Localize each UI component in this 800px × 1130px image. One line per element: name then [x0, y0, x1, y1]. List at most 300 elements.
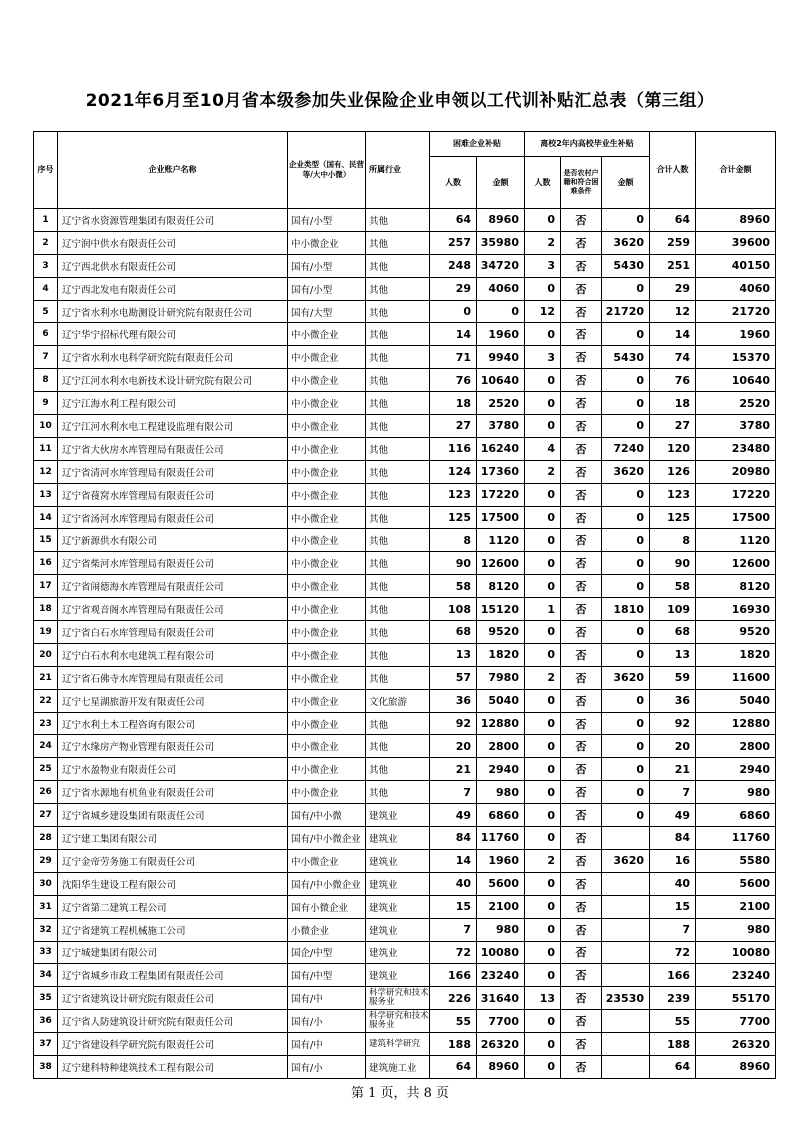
row-enterprise-type: 国有/中	[288, 1033, 366, 1056]
row-grad-amount: 0	[602, 277, 650, 300]
row-industry: 建筑业	[366, 804, 430, 827]
row-grad-people: 0	[525, 758, 561, 781]
row-total-amount: 12880	[696, 712, 776, 735]
table-row	[34, 231, 776, 254]
row-total-amount: 17500	[696, 506, 776, 529]
row-hard-people: 18	[430, 392, 477, 415]
table-row	[34, 483, 776, 506]
table-row	[34, 781, 776, 804]
row-hard-amount: 34720	[477, 254, 525, 277]
row-total-amount: 12600	[696, 552, 776, 575]
row-grad-people: 0	[525, 895, 561, 918]
row-grad-rural: 否	[561, 1055, 602, 1078]
row-grad-rural: 否	[561, 666, 602, 689]
row-hard-amount: 15120	[477, 598, 525, 621]
header-grad-people: 人数	[525, 157, 561, 209]
row-industry: 其他	[366, 506, 430, 529]
row-enterprise-type: 中小微企业	[288, 575, 366, 598]
row-grad-amount: 0	[602, 689, 650, 712]
row-hard-amount: 1820	[477, 643, 525, 666]
row-hard-amount: 1120	[477, 529, 525, 552]
row-grad-amount: 0	[602, 621, 650, 644]
row-total-people: 259	[650, 231, 696, 254]
row-grad-amount	[602, 941, 650, 964]
header-industry: 所属行业	[366, 132, 430, 209]
row-grad-amount	[602, 918, 650, 941]
row-hard-people: 76	[430, 369, 477, 392]
row-grad-rural: 否	[561, 758, 602, 781]
row-industry: 其他	[366, 529, 430, 552]
row-total-people: 27	[650, 415, 696, 438]
row-seq: 22	[34, 689, 58, 712]
row-hard-people: 108	[430, 598, 477, 621]
row-grad-amount: 0	[602, 712, 650, 735]
row-grad-rural: 否	[561, 621, 602, 644]
row-enterprise-type: 国有/中小微	[288, 804, 366, 827]
row-hard-people: 248	[430, 254, 477, 277]
table-row	[34, 552, 776, 575]
row-grad-amount	[602, 1033, 650, 1056]
row-grad-people: 0	[525, 575, 561, 598]
row-company-name: 辽宁建科特种建筑技术工程有限公司	[58, 1055, 288, 1078]
row-seq: 27	[34, 804, 58, 827]
table-row	[34, 346, 776, 369]
row-company-name: 辽宁省观音阁水库管理局有限责任公司	[58, 598, 288, 621]
row-enterprise-type: 中小微企业	[288, 849, 366, 872]
row-grad-amount: 0	[602, 506, 650, 529]
row-grad-rural: 否	[561, 277, 602, 300]
table-row	[34, 392, 776, 415]
row-hard-amount: 11760	[477, 827, 525, 850]
row-grad-people: 0	[525, 689, 561, 712]
row-grad-amount: 0	[602, 552, 650, 575]
row-total-people: 120	[650, 437, 696, 460]
row-grad-rural: 否	[561, 460, 602, 483]
row-enterprise-type: 国有/大型	[288, 300, 366, 323]
row-enterprise-type: 国有/小	[288, 1010, 366, 1033]
row-hard-people: 21	[430, 758, 477, 781]
row-seq: 38	[34, 1055, 58, 1078]
row-seq: 3	[34, 254, 58, 277]
row-grad-amount	[602, 1055, 650, 1078]
row-hard-people: 188	[430, 1033, 477, 1056]
row-company-name: 辽宁省白石水库管理局有限责任公司	[58, 621, 288, 644]
row-hard-people: 226	[430, 987, 477, 1010]
row-company-name: 辽宁江河水利水电新技术设计研究院有限公司	[58, 369, 288, 392]
row-seq: 10	[34, 415, 58, 438]
row-hard-amount: 8960	[477, 1055, 525, 1078]
row-total-people: 239	[650, 987, 696, 1010]
row-industry: 其他	[366, 483, 430, 506]
row-enterprise-type: 中小微企业	[288, 621, 366, 644]
row-grad-people: 0	[525, 735, 561, 758]
row-seq: 12	[34, 460, 58, 483]
table-row	[34, 918, 776, 941]
row-enterprise-type: 中小微企业	[288, 483, 366, 506]
row-total-people: 64	[650, 209, 696, 232]
row-industry: 其他	[366, 666, 430, 689]
row-hard-people: 20	[430, 735, 477, 758]
row-total-people: 188	[650, 1033, 696, 1056]
row-enterprise-type: 中小微企业	[288, 552, 366, 575]
row-total-amount: 2940	[696, 758, 776, 781]
row-company-name: 辽宁城建集团有限公司	[58, 941, 288, 964]
row-industry: 其他	[366, 598, 430, 621]
row-hard-people: 90	[430, 552, 477, 575]
row-seq: 1	[34, 209, 58, 232]
row-hard-people: 166	[430, 964, 477, 987]
row-hard-amount: 2100	[477, 895, 525, 918]
row-total-amount: 8120	[696, 575, 776, 598]
row-seq: 37	[34, 1033, 58, 1056]
row-total-amount: 26320	[696, 1033, 776, 1056]
row-industry: 建筑业	[366, 827, 430, 850]
row-total-amount: 20980	[696, 460, 776, 483]
row-enterprise-type: 中小微企业	[288, 598, 366, 621]
row-company-name: 辽宁省水源地有机鱼业有限责任公司	[58, 781, 288, 804]
row-grad-people: 3	[525, 254, 561, 277]
page-title: 2021年6月至10月省本级参加失业保险企业申领以工代训补贴汇总表（第三组）	[85, 91, 715, 111]
row-grad-amount: 5430	[602, 346, 650, 369]
row-hard-amount: 6860	[477, 804, 525, 827]
header-etype: 企业类型（国有、民营等/大中小微）	[288, 132, 366, 209]
row-hard-amount: 980	[477, 781, 525, 804]
row-hard-amount: 10640	[477, 369, 525, 392]
row-hard-amount: 31640	[477, 987, 525, 1010]
row-grad-amount: 0	[602, 323, 650, 346]
header-grad-group: 离校2年内高校毕业生补贴	[525, 132, 650, 157]
row-seq: 18	[34, 598, 58, 621]
row-hard-people: 55	[430, 1010, 477, 1033]
row-hard-amount: 10080	[477, 941, 525, 964]
row-enterprise-type: 国有/小型	[288, 277, 366, 300]
row-grad-rural: 否	[561, 689, 602, 712]
table-row	[34, 437, 776, 460]
row-grad-amount: 23530	[602, 987, 650, 1010]
row-grad-people: 0	[525, 369, 561, 392]
table-row	[34, 254, 776, 277]
row-enterprise-type: 中小微企业	[288, 643, 366, 666]
header-seq: 序号	[34, 132, 58, 209]
row-grad-rural: 否	[561, 483, 602, 506]
row-hard-amount: 980	[477, 918, 525, 941]
row-company-name: 辽宁华宁招标代理有限公司	[58, 323, 288, 346]
table-row	[34, 804, 776, 827]
row-hard-people: 58	[430, 575, 477, 598]
row-seq: 6	[34, 323, 58, 346]
row-industry: 其他	[366, 415, 430, 438]
row-hard-amount: 2800	[477, 735, 525, 758]
row-enterprise-type: 国有/中型	[288, 964, 366, 987]
row-industry: 其他	[366, 369, 430, 392]
row-company-name: 辽宁省建设科学研究院有限责任公司	[58, 1033, 288, 1056]
row-total-people: 92	[650, 712, 696, 735]
row-total-people: 14	[650, 323, 696, 346]
row-total-people: 7	[650, 781, 696, 804]
row-seq: 29	[34, 849, 58, 872]
row-total-people: 55	[650, 1010, 696, 1033]
row-company-name: 辽宁省柴河水库管理局有限责任公司	[58, 552, 288, 575]
row-grad-amount: 3620	[602, 849, 650, 872]
row-grad-rural: 否	[561, 735, 602, 758]
row-company-name: 辽宁省人防建筑设计研究院有限责任公司	[58, 1010, 288, 1033]
row-grad-rural: 否	[561, 575, 602, 598]
row-seq: 21	[34, 666, 58, 689]
row-total-amount: 6860	[696, 804, 776, 827]
row-enterprise-type: 中小微企业	[288, 323, 366, 346]
row-grad-people: 0	[525, 506, 561, 529]
row-grad-people: 0	[525, 712, 561, 735]
row-grad-people: 1	[525, 598, 561, 621]
row-seq: 4	[34, 277, 58, 300]
row-grad-people: 0	[525, 415, 561, 438]
table-row	[34, 575, 776, 598]
row-total-amount: 5580	[696, 849, 776, 872]
header-total-amount: 合计金额	[696, 132, 776, 209]
row-grad-rural: 否	[561, 941, 602, 964]
row-grad-rural: 否	[561, 964, 602, 987]
row-industry: 其他	[366, 621, 430, 644]
row-company-name: 辽宁新源供水有限公司	[58, 529, 288, 552]
row-seq: 30	[34, 872, 58, 895]
row-enterprise-type: 国有/小	[288, 1055, 366, 1078]
row-total-amount: 3780	[696, 415, 776, 438]
row-grad-amount: 0	[602, 369, 650, 392]
row-total-people: 12	[650, 300, 696, 323]
row-grad-people: 0	[525, 872, 561, 895]
row-grad-rural: 否	[561, 804, 602, 827]
row-total-amount: 980	[696, 918, 776, 941]
row-hard-amount: 3780	[477, 415, 525, 438]
row-enterprise-type: 中小微企业	[288, 369, 366, 392]
row-total-amount: 40150	[696, 254, 776, 277]
row-grad-people: 0	[525, 552, 561, 575]
row-enterprise-type: 中小微企业	[288, 415, 366, 438]
row-industry: 其他	[366, 758, 430, 781]
row-hard-amount: 4060	[477, 277, 525, 300]
row-hard-people: 257	[430, 231, 477, 254]
row-total-people: 76	[650, 369, 696, 392]
row-total-people: 7	[650, 918, 696, 941]
row-industry: 建筑业	[366, 872, 430, 895]
row-company-name: 辽宁江河水利水电工程建设监理有限公司	[58, 415, 288, 438]
row-company-name: 辽宁水盈物业有限责任公司	[58, 758, 288, 781]
row-hard-amount: 17360	[477, 460, 525, 483]
row-company-name: 辽宁水利土木工程咨询有限公司	[58, 712, 288, 735]
subsidy-table	[33, 131, 776, 1079]
row-industry: 建筑业	[366, 964, 430, 987]
table-body	[34, 209, 776, 1079]
row-total-people: 74	[650, 346, 696, 369]
row-grad-rural: 否	[561, 415, 602, 438]
row-grad-people: 0	[525, 209, 561, 232]
row-grad-rural: 否	[561, 346, 602, 369]
row-seq: 8	[34, 369, 58, 392]
row-grad-amount: 3620	[602, 231, 650, 254]
row-enterprise-type: 国有/中	[288, 987, 366, 1010]
row-enterprise-type: 中小微企业	[288, 666, 366, 689]
row-grad-amount	[602, 872, 650, 895]
row-company-name: 辽宁省清河水库管理局有限责任公司	[58, 460, 288, 483]
row-hard-people: 14	[430, 849, 477, 872]
header-grad-rural: 是否农村户籍和符合困难条件	[561, 157, 602, 209]
row-enterprise-type: 中小微企业	[288, 392, 366, 415]
row-hard-amount: 7980	[477, 666, 525, 689]
row-grad-rural: 否	[561, 987, 602, 1010]
row-grad-amount	[602, 895, 650, 918]
row-grad-people: 0	[525, 918, 561, 941]
row-enterprise-type: 中小微企业	[288, 712, 366, 735]
row-grad-people: 2	[525, 460, 561, 483]
row-seq: 16	[34, 552, 58, 575]
row-company-name: 辽宁西北发电有限责任公司	[58, 277, 288, 300]
row-grad-people: 12	[525, 300, 561, 323]
row-total-amount: 21720	[696, 300, 776, 323]
row-grad-rural: 否	[561, 781, 602, 804]
row-company-name: 辽宁润中供水有限责任公司	[58, 231, 288, 254]
row-industry: 科学研究和技术服务业	[366, 1010, 430, 1033]
row-grad-people: 0	[525, 277, 561, 300]
row-industry: 建筑科学研究	[366, 1033, 430, 1056]
row-industry: 其他	[366, 437, 430, 460]
row-company-name: 辽宁省城乡建设集团有限责任公司	[58, 804, 288, 827]
table-row	[34, 323, 776, 346]
table-row	[34, 598, 776, 621]
row-enterprise-type: 中小微企业	[288, 781, 366, 804]
row-total-amount: 16930	[696, 598, 776, 621]
row-total-people: 251	[650, 254, 696, 277]
table-row	[34, 369, 776, 392]
row-grad-amount: 0	[602, 758, 650, 781]
row-company-name: 辽宁省水利水电勘测设计研究院有限责任公司	[58, 300, 288, 323]
row-total-amount: 39600	[696, 231, 776, 254]
row-company-name: 辽宁省第二建筑工程公司	[58, 895, 288, 918]
row-enterprise-type: 国有/中小微企业	[288, 827, 366, 850]
row-hard-amount: 8960	[477, 209, 525, 232]
row-industry: 其他	[366, 712, 430, 735]
row-company-name: 辽宁省葠窝水库管理局有限责任公司	[58, 483, 288, 506]
row-hard-people: 64	[430, 209, 477, 232]
table-row	[34, 941, 776, 964]
row-seq: 23	[34, 712, 58, 735]
row-grad-rural: 否	[561, 323, 602, 346]
row-hard-people: 125	[430, 506, 477, 529]
row-industry: 建筑业	[366, 849, 430, 872]
row-hard-people: 40	[430, 872, 477, 895]
row-hard-people: 13	[430, 643, 477, 666]
row-industry: 其他	[366, 781, 430, 804]
row-total-amount: 15370	[696, 346, 776, 369]
row-hard-people: 7	[430, 781, 477, 804]
row-total-people: 20	[650, 735, 696, 758]
row-industry: 其他	[366, 231, 430, 254]
row-hard-people: 68	[430, 621, 477, 644]
row-hard-people: 72	[430, 941, 477, 964]
row-grad-rural: 否	[561, 918, 602, 941]
row-seq: 31	[34, 895, 58, 918]
table-row	[34, 506, 776, 529]
row-hard-people: 15	[430, 895, 477, 918]
row-seq: 14	[34, 506, 58, 529]
row-total-people: 123	[650, 483, 696, 506]
row-grad-people: 0	[525, 804, 561, 827]
row-hard-amount: 5600	[477, 872, 525, 895]
row-enterprise-type: 中小微企业	[288, 506, 366, 529]
row-seq: 11	[34, 437, 58, 460]
row-grad-people: 13	[525, 987, 561, 1010]
row-seq: 28	[34, 827, 58, 850]
row-hard-amount: 26320	[477, 1033, 525, 1056]
row-hard-people: 92	[430, 712, 477, 735]
row-industry: 其他	[366, 346, 430, 369]
header-hard-group: 困难企业补贴	[430, 132, 525, 157]
row-industry: 科学研究和技术服务业	[366, 987, 430, 1010]
row-enterprise-type: 中小微企业	[288, 529, 366, 552]
row-hard-amount: 1960	[477, 849, 525, 872]
row-company-name: 沈阳华生建设工程有限公司	[58, 872, 288, 895]
row-total-people: 109	[650, 598, 696, 621]
table-row	[34, 849, 776, 872]
row-hard-people: 124	[430, 460, 477, 483]
row-grad-amount: 5430	[602, 254, 650, 277]
row-grad-people: 3	[525, 346, 561, 369]
row-grad-rural: 否	[561, 506, 602, 529]
row-hard-amount: 12600	[477, 552, 525, 575]
row-enterprise-type: 中小微企业	[288, 735, 366, 758]
row-total-people: 40	[650, 872, 696, 895]
row-industry: 其他	[366, 460, 430, 483]
row-grad-people: 0	[525, 964, 561, 987]
header-hard-amount: 金额	[477, 157, 525, 209]
row-seq: 17	[34, 575, 58, 598]
row-total-amount: 23240	[696, 964, 776, 987]
row-enterprise-type: 国企/中型	[288, 941, 366, 964]
row-hard-amount: 9520	[477, 621, 525, 644]
row-grad-rural: 否	[561, 437, 602, 460]
row-grad-rural: 否	[561, 1033, 602, 1056]
row-grad-people: 0	[525, 392, 561, 415]
row-grad-amount: 7240	[602, 437, 650, 460]
row-hard-people: 27	[430, 415, 477, 438]
row-enterprise-type: 中小微企业	[288, 460, 366, 483]
row-industry: 其他	[366, 277, 430, 300]
row-total-people: 64	[650, 1055, 696, 1078]
row-hard-people: 8	[430, 529, 477, 552]
row-total-people: 72	[650, 941, 696, 964]
row-total-people: 36	[650, 689, 696, 712]
row-total-people: 90	[650, 552, 696, 575]
row-total-people: 16	[650, 849, 696, 872]
row-grad-amount: 3620	[602, 666, 650, 689]
row-total-amount: 11760	[696, 827, 776, 850]
row-grad-amount: 0	[602, 483, 650, 506]
row-company-name: 辽宁水缘房产物业管理有限责任公司	[58, 735, 288, 758]
table-row	[34, 1055, 776, 1078]
row-hard-amount: 35980	[477, 231, 525, 254]
row-industry: 其他	[366, 300, 430, 323]
row-total-people: 8	[650, 529, 696, 552]
row-grad-rural: 否	[561, 552, 602, 575]
row-hard-people: 84	[430, 827, 477, 850]
row-seq: 34	[34, 964, 58, 987]
table-row	[34, 1010, 776, 1033]
row-grad-rural: 否	[561, 712, 602, 735]
row-industry: 其他	[366, 209, 430, 232]
row-grad-amount: 0	[602, 529, 650, 552]
row-company-name: 辽宁江海水利工程有限公司	[58, 392, 288, 415]
row-seq: 2	[34, 231, 58, 254]
row-grad-people: 0	[525, 941, 561, 964]
